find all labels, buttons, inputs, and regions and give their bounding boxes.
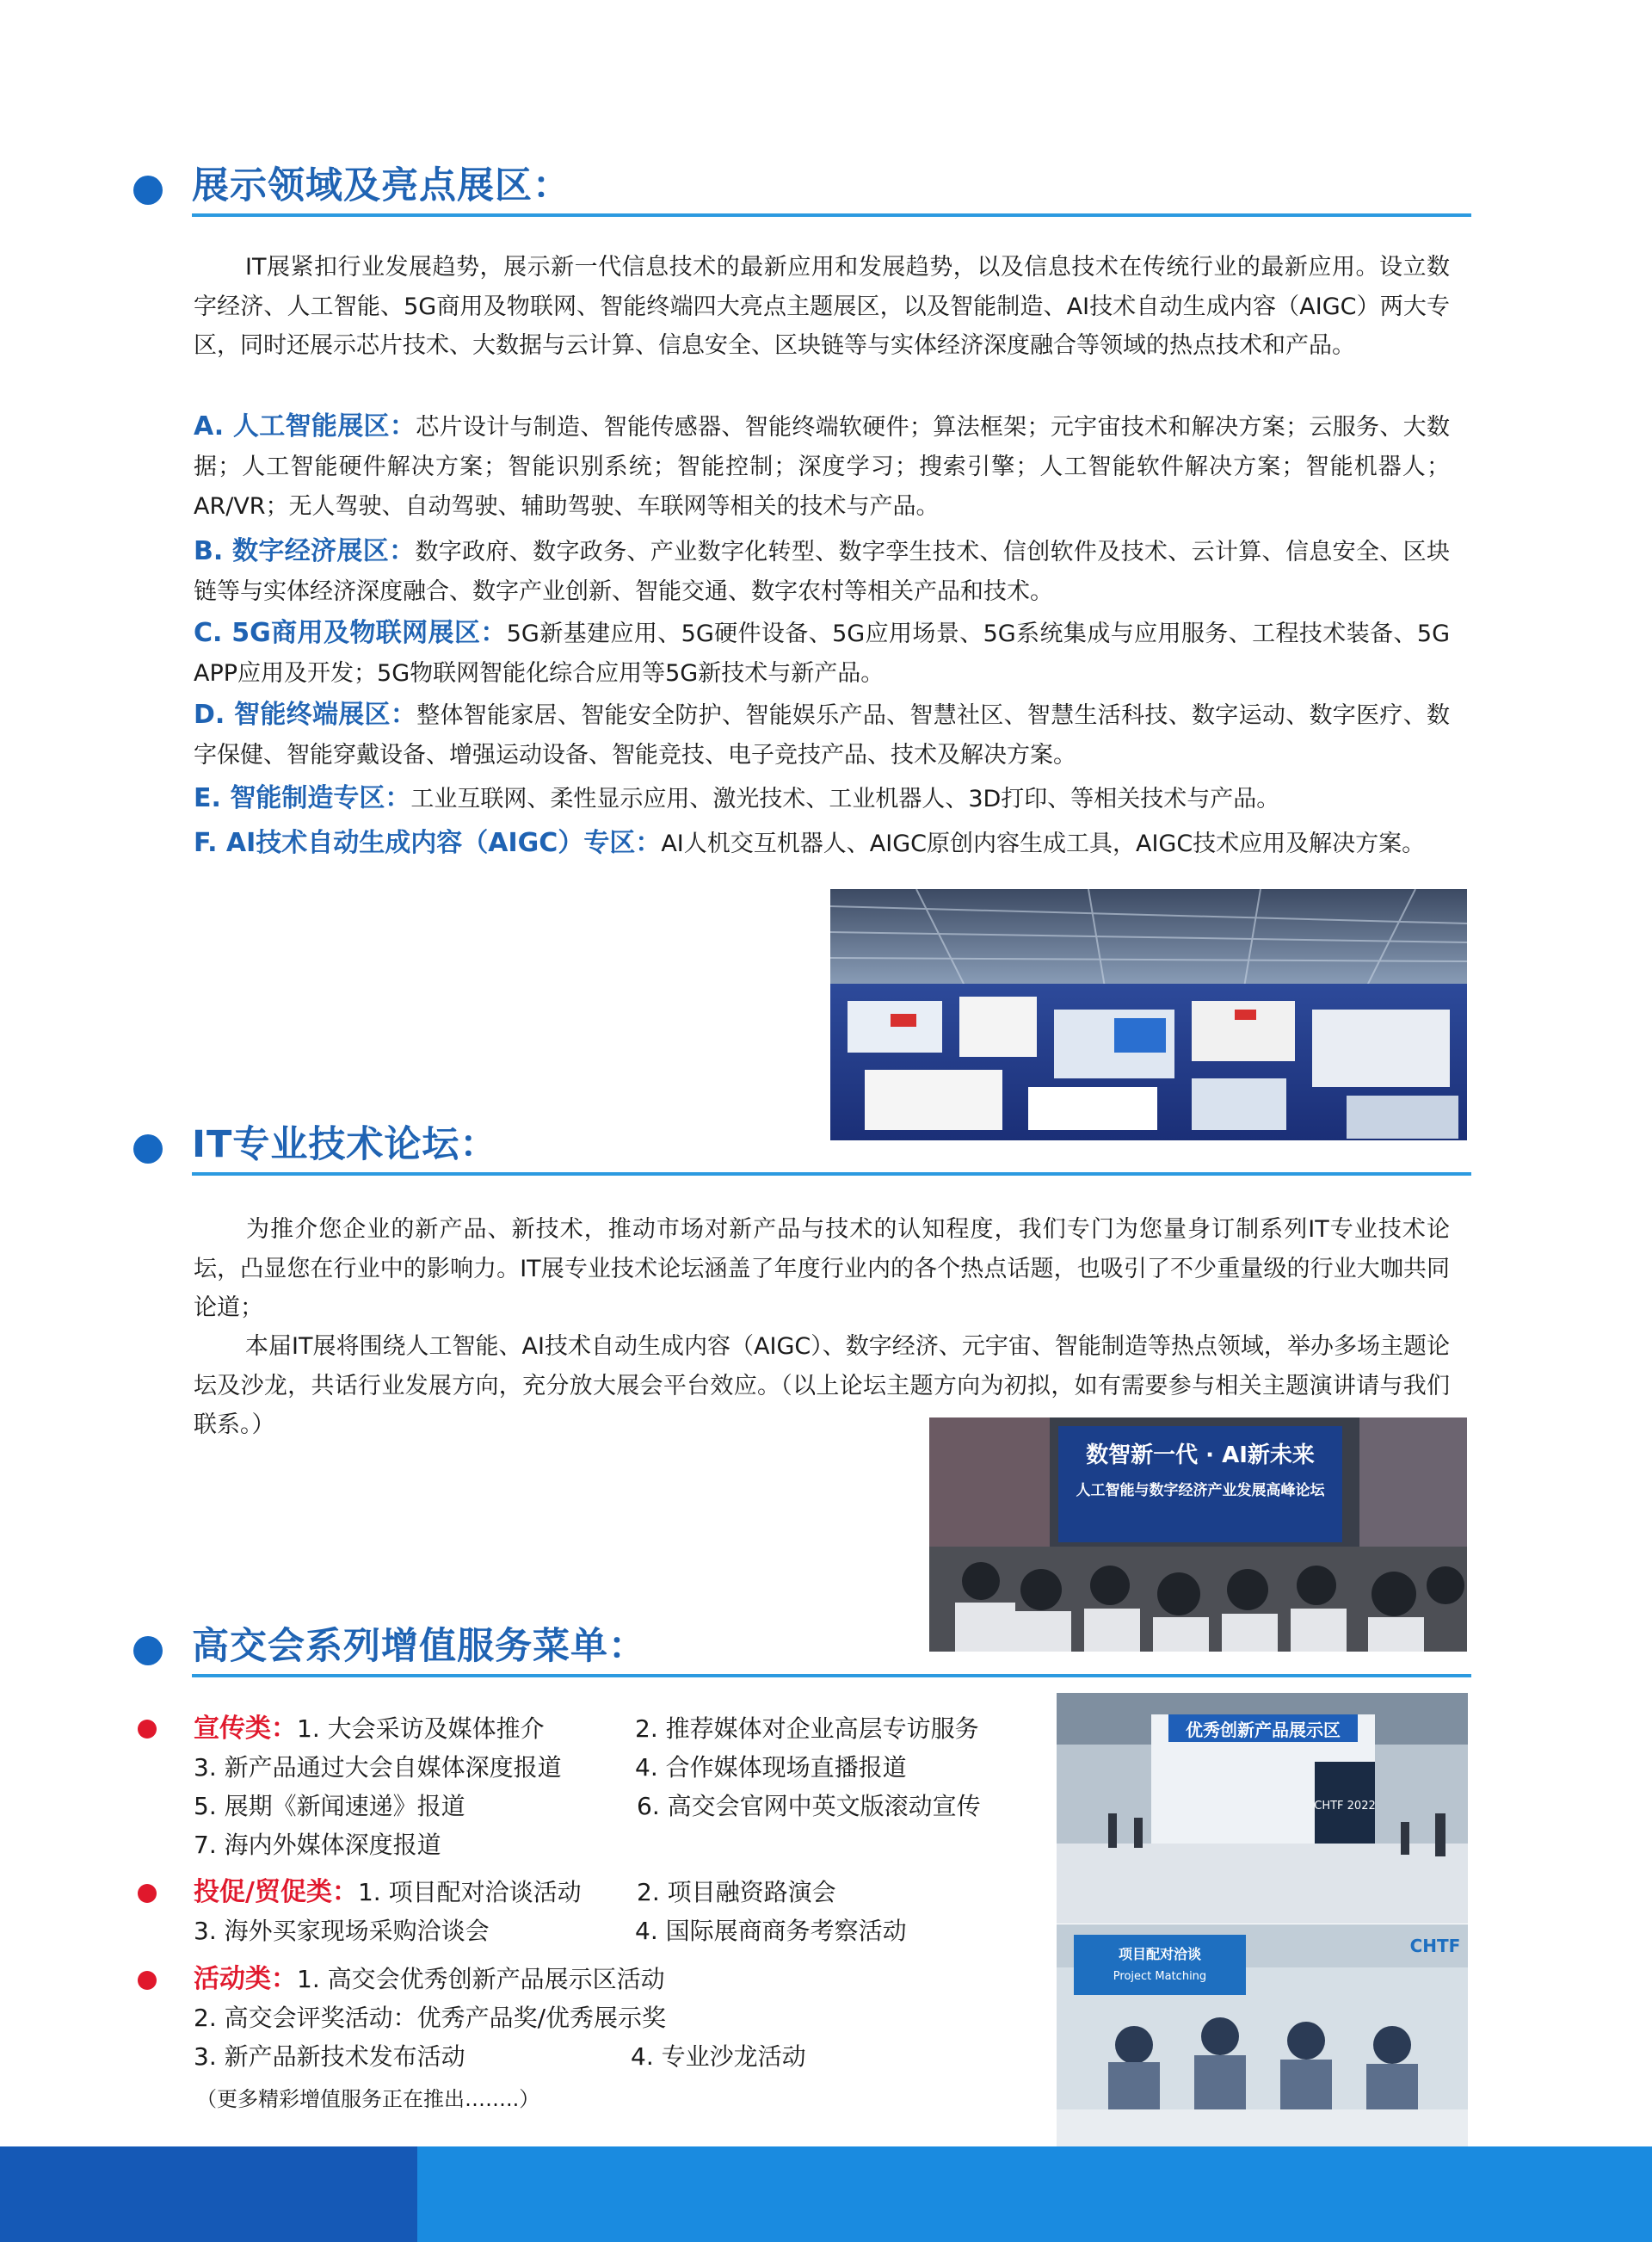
section-title: 展示领域及亮点展区：	[192, 164, 570, 207]
forum-paragraph-2: 本届IT展将围绕人工智能、AI技术自动生成内容（AIGC）、数字经济、元宇宙、智能制造等热点领域，举办多场主题论坛及沙龙，共话行业发展方向，充分放大展会平台效应。（以上论坛主题方向为初拟，如有需要参与相关主题演讲请与我们联系。）	[194, 1333, 1450, 1438]
footer-bar-dark	[0, 2146, 417, 2242]
section-title: IT专业技术论坛：	[192, 1123, 498, 1166]
brand-mark: CHTF	[1409, 1936, 1461, 1956]
category-label: 投促/贸促类：	[194, 1877, 358, 1907]
service-item: 4. 专业沙龙活动	[631, 2042, 806, 2071]
section-heading-forum	[133, 1121, 1471, 1181]
service-item: 2. 项目融资路演会	[637, 1878, 836, 1906]
service-item: 6. 高交会官网中英文版滚动宣传	[637, 1792, 981, 1820]
section-heading-services	[133, 1622, 1471, 1683]
zone-label: D. 智能终端展区：	[194, 700, 417, 730]
banner-line-1: 数智新一代 · AI新未来	[1086, 1442, 1315, 1468]
service-item: 3. 海外买家现场采购洽谈会	[194, 1917, 490, 1945]
section-divider	[192, 1172, 1471, 1176]
service-publicity-line-1: 宣传类：1. 大会采访及媒体推介	[194, 1714, 545, 1744]
zone-b	[194, 532, 1450, 612]
service-item: 3. 新产品新技术发布活动	[194, 2042, 465, 2071]
zone-c	[194, 614, 1450, 694]
service-item: 7. 海内外媒体深度报道	[194, 1831, 441, 1859]
zone-label: A. 人工智能展区：	[194, 411, 416, 442]
category-label: 活动类：	[194, 1964, 297, 1994]
category-label: 宣传类：	[194, 1714, 297, 1744]
service-item: 4. 合作媒体现场直播报道	[635, 1753, 907, 1782]
zone-f	[194, 824, 1450, 864]
service-investment-line-1: 投促/贸促类：1. 项目配对洽谈活动	[194, 1877, 582, 1907]
showcase-sign: 优秀创新产品展示区	[1186, 1720, 1341, 1740]
zone-text: 工业互联网、柔性显示应用、激光技术、工业机器人、3D打印、等相关技术与产品。	[410, 786, 1280, 812]
forum-paragraph-1: 为推介您企业的新产品、新技术，推动市场对新产品与技术的认知程度，我们专门为您量身订制系列IT专业技术论坛，凸显您在行业中的影响力。IT展专业技术论坛涵盖了年度行业内的各个热点话题，也吸引了不少重量级的行业大咖共同论道；	[194, 1216, 1450, 1321]
zone-label: C. 5G商用及物联网展区：	[194, 618, 507, 648]
section-title: 高交会系列增值服务菜单：	[192, 1625, 646, 1668]
zone-e	[194, 779, 1450, 819]
bullet-dot-icon	[133, 176, 163, 205]
banner-line-2: 人工智能与数字经济产业发展高峰论坛	[1076, 1482, 1325, 1499]
exhibition-hall-photo	[830, 889, 1467, 1140]
innovation-showcase-photo	[1057, 1693, 1468, 1924]
service-item: 5. 展期《新闻速递》报道	[194, 1792, 465, 1820]
service-item: 4. 国际展商商务考察活动	[635, 1917, 907, 1945]
zone-text: 芯片设计与制造、智能传感器、智能终端软硬件；算法框架；元宇宙技术和解决方案；云服务、大数据；人工智能硬件解决方案；智能识别系统；智能控制；深度学习；搜索引擎；人工智能软件解决方案；智能机器人；AR/VR；无人驾驶、自动驾驶、辅助驾驶、车联网等相关的技术与产品。	[194, 414, 1450, 520]
intro-paragraph: IT展紧扣行业发展趋势，展示新一代信息技术的最新应用和发展趋势，以及信息技术在传统行业的最新应用。设立数字经济、人工智能、5G商用及物联网、智能终端四大亮点主题展区，以及智能制造、AI技术自动生成内容（AIGC）两大专区，同时还展示芯片技术、大数据与云计算、信息安全、区块链等与实体经济深度融合等领域的热点技术和产品。	[194, 254, 1450, 359]
category-bullet-icon	[138, 1720, 157, 1739]
service-activities-line-1: 活动类：1. 高交会优秀创新产品展示区活动	[194, 1964, 665, 1994]
zone-text: 5G新基建应用、5G硬件设备、5G应用场景、5G系统集成与应用服务、工程技术装备、5G APP应用及开发；5G物联网智能化综合应用等5G新技术与新产品。	[194, 621, 1450, 687]
matching-sign-en: Project Matching	[1113, 1970, 1207, 1983]
zone-a	[194, 407, 1450, 527]
section-divider	[192, 1674, 1471, 1677]
zone-label: B. 数字经济展区：	[194, 536, 416, 566]
category-bullet-icon	[138, 1884, 157, 1903]
more-services-note: （更多精彩增值服务正在推出……..）	[196, 2087, 540, 2111]
category-bullet-icon	[138, 1971, 157, 1990]
showcase-tag: CHTF 2022	[1314, 1800, 1376, 1813]
zone-label: F. AI技术自动生成内容（AIGC）专区：	[194, 828, 662, 858]
footer-bar-light	[417, 2146, 1652, 2242]
zone-label: E. 智能制造专区：	[194, 783, 411, 813]
service-item: 2. 推荐媒体对企业高层专访服务	[635, 1714, 979, 1743]
forum-photo	[929, 1417, 1467, 1652]
bullet-dot-icon	[133, 1134, 163, 1164]
zone-text: AI人机交互机器人、AIGC原创内容生成工具，AIGC技术应用及解决方案。	[661, 831, 1426, 857]
zone-text: 整体智能家居、智能安全防护、智能娱乐产品、智慧社区、智慧生活科技、数字运动、数字医疗、数字保健、智能穿戴设备、增强运动设备、智能竞技、电子竞技产品、技术及解决方案。	[194, 702, 1450, 769]
project-matching-photo	[1057, 1924, 1468, 2146]
service-item: 2. 高交会评奖活动：优秀产品奖/优秀展示奖	[194, 2004, 667, 2032]
zone-d	[194, 695, 1450, 775]
bullet-dot-icon	[133, 1636, 163, 1665]
section-divider	[192, 213, 1471, 217]
matching-sign: 项目配对洽谈	[1118, 1946, 1202, 1962]
section-heading-exhibition-areas	[133, 162, 1471, 222]
zone-text: 数字政府、数字政务、产业数字化转型、数字孪生技术、信创软件及技术、云计算、信息安全、区块链等与实体经济深度融合、数字产业创新、智能交通、数字农村等相关产品和技术。	[194, 539, 1450, 605]
service-item: 3. 新产品通过大会自媒体深度报道	[194, 1753, 562, 1782]
